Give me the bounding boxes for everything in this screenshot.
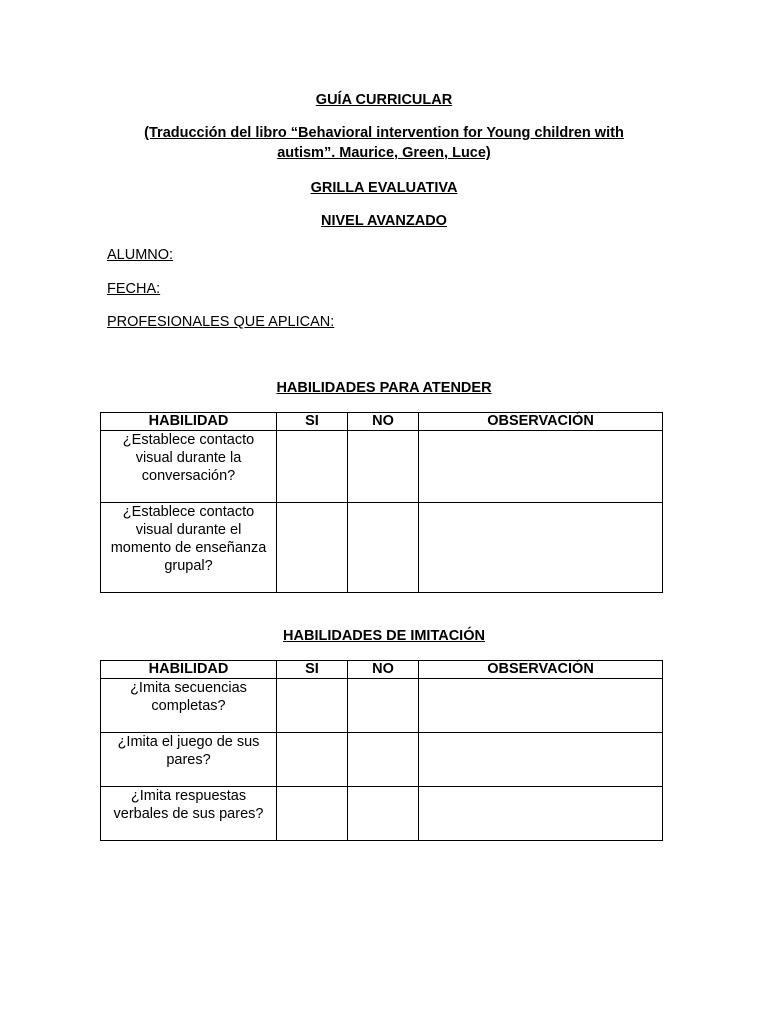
atender-table (100, 412, 663, 593)
header-no: NO (348, 413, 419, 431)
table-row (101, 787, 663, 841)
grid-title: GRILLA EVALUATIVA (310, 180, 458, 196)
habilidad-cell: ¿Imita el juego de sus pares? (101, 733, 277, 787)
header-habilidad: HABILIDAD (101, 413, 277, 431)
level-title: NIVEL AVANZADO (321, 213, 447, 229)
document-subtitle (100, 123, 668, 163)
header-si: SI (277, 413, 348, 431)
observacion-cell[interactable] (419, 431, 663, 503)
observacion-cell[interactable] (419, 503, 663, 593)
no-cell[interactable] (348, 787, 419, 841)
fecha-label: FECHA: (107, 281, 161, 297)
section-title-atender: HABILIDADES PARA ATENDER (276, 380, 492, 396)
si-cell[interactable] (277, 431, 348, 503)
header-observacion: OBSERVACIÓN (419, 413, 663, 431)
habilidad-cell: ¿Imita secuencias completas? (101, 679, 277, 733)
observacion-cell[interactable] (419, 787, 663, 841)
document-title: GUÍA CURRICULAR (315, 92, 453, 108)
no-cell[interactable] (348, 431, 419, 503)
observacion-cell[interactable] (419, 733, 663, 787)
habilidad-cell: ¿Establece contacto visual durante el momento de enseñanza grupal? (101, 503, 277, 593)
habilidad-cell: ¿Establece contacto visual durante la conversación? (101, 431, 277, 503)
si-cell[interactable] (277, 787, 348, 841)
no-cell[interactable] (348, 733, 419, 787)
header-observacion: OBSERVACIÓN (419, 661, 663, 679)
no-cell[interactable] (348, 679, 419, 733)
no-cell[interactable] (348, 503, 419, 593)
profesionales-label: PROFESIONALES QUE APLICAN: (107, 314, 335, 330)
table-header-row (101, 661, 663, 679)
section-title-imitacion: HABILIDADES DE IMITACIÓN (283, 628, 485, 644)
habilidad-cell: ¿Imita respuestas verbales de sus pares? (101, 787, 277, 841)
subtitle-line-1: (Traducción del libro “Behavioral intervention for Young children with (144, 125, 624, 141)
table-row (101, 733, 663, 787)
table-row (101, 503, 663, 593)
si-cell[interactable] (277, 733, 348, 787)
table-row (101, 431, 663, 503)
alumno-label: ALUMNO: (107, 247, 174, 263)
imitacion-table (100, 660, 663, 841)
table-header-row (101, 413, 663, 431)
header-habilidad: HABILIDAD (101, 661, 277, 679)
si-cell[interactable] (277, 503, 348, 593)
table-row (101, 679, 663, 733)
observacion-cell[interactable] (419, 679, 663, 733)
header-no: NO (348, 661, 419, 679)
si-cell[interactable] (277, 679, 348, 733)
header-si: SI (277, 661, 348, 679)
subtitle-line-2: autism”. Maurice, Green, Luce) (277, 145, 491, 161)
